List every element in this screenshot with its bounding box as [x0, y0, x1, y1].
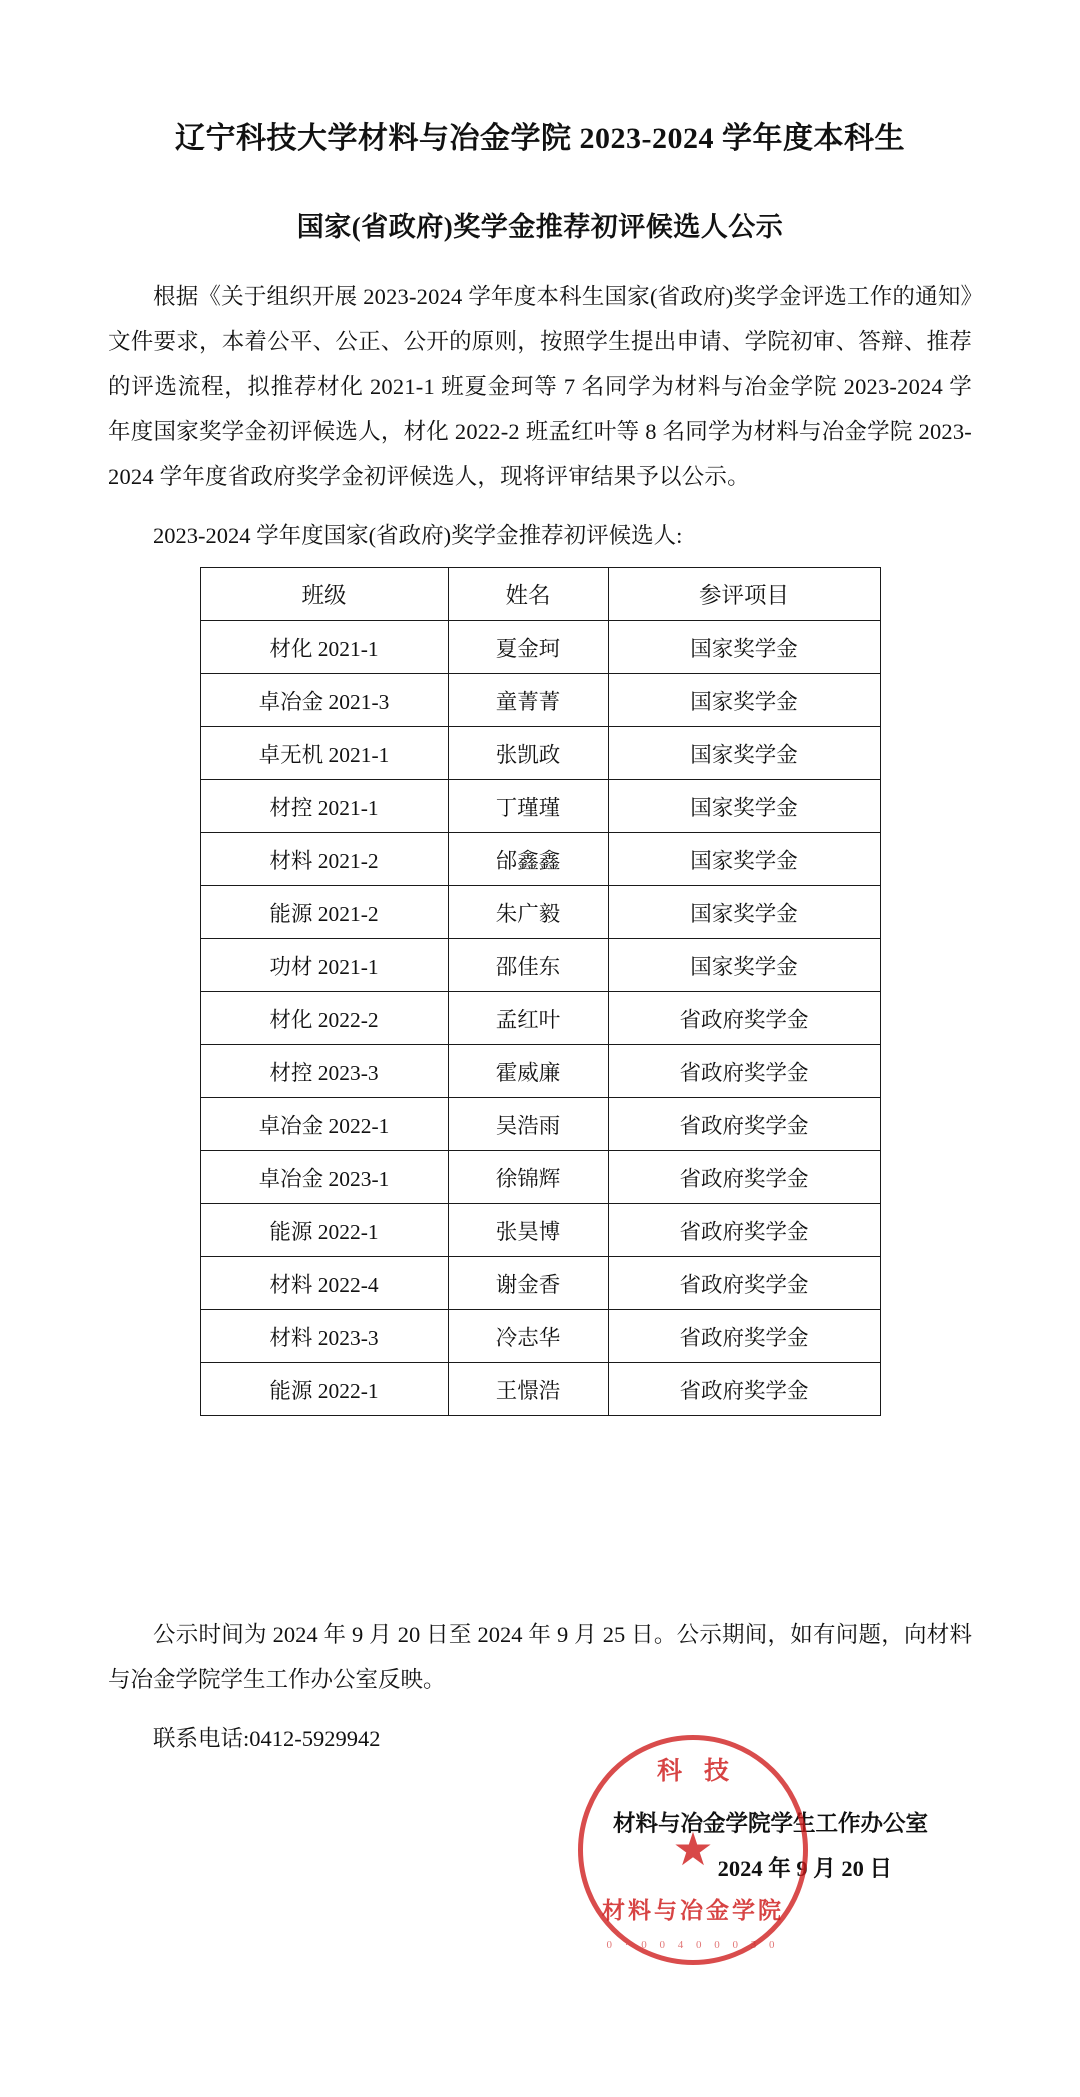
seal-bottom-text: 材料与冶金学院: [602, 1898, 784, 1924]
column-header-program: 参评项目: [608, 568, 880, 621]
table-row: [200, 1151, 880, 1204]
cell-class: 材控 2021-1: [200, 780, 448, 833]
cell-program: 国家奖学金: [608, 674, 880, 727]
table-row: [200, 1204, 880, 1257]
cell-program: 国家奖学金: [608, 780, 880, 833]
cell-program: 省政府奖学金: [608, 1363, 880, 1416]
signature-date: 2024 年 9 月 20 日: [717, 1856, 892, 1882]
cell-name: 邵佳东: [448, 939, 608, 992]
cell-class: 能源 2022-1: [200, 1204, 448, 1257]
signature-block: [108, 1758, 972, 1952]
table-row: [200, 1257, 880, 1310]
table-row: [200, 621, 880, 674]
seal-top-text: 科技: [656, 1758, 751, 1786]
table-row: [200, 780, 880, 833]
cell-class: 卓冶金 2023-1: [200, 1151, 448, 1204]
table-row: [200, 727, 880, 780]
cell-name: 张昊博: [448, 1204, 608, 1257]
cell-name: 邰鑫鑫: [448, 833, 608, 886]
seal-micro-text: 0 · 0 0 4 0 0 0 3 0: [606, 1939, 780, 1952]
cell-program: 省政府奖学金: [608, 1204, 880, 1257]
cell-class: 能源 2022-1: [200, 1363, 448, 1416]
cell-class: 功材 2021-1: [200, 939, 448, 992]
signature-office: 材料与冶金学院学生工作办公室: [612, 1811, 928, 1837]
cell-name: 朱广毅: [448, 886, 608, 939]
cell-class: 材控 2023-3: [200, 1045, 448, 1098]
page-title: 辽宁科技大学材料与冶金学院 2023-2024 学年度本科生: [175, 122, 905, 155]
cell-program: 国家奖学金: [608, 886, 880, 939]
page-subtitle: 国家(省政府)奖学金推荐初评候选人公示: [296, 212, 784, 242]
cell-name: 王憬浩: [448, 1363, 608, 1416]
cell-name: 谢金香: [448, 1257, 608, 1310]
cell-class: 卓冶金 2021-3: [200, 674, 448, 727]
cell-name: 张凯政: [448, 727, 608, 780]
table-caption: 2023-2024 学年度国家(省政府)奖学金推荐初评候选人:: [153, 522, 683, 548]
cell-class: 卓冶金 2022-1: [200, 1098, 448, 1151]
cell-name: 童菁菁: [448, 674, 608, 727]
cell-program: 省政府奖学金: [608, 992, 880, 1045]
table-row: [200, 992, 880, 1045]
table-row: [200, 1045, 880, 1098]
cell-name: 徐锦辉: [448, 1151, 608, 1204]
contact-phone: 联系电话:0412-5929942: [153, 1726, 381, 1752]
cell-program: 国家奖学金: [608, 833, 880, 886]
table-row: [200, 1098, 880, 1151]
table-row: [200, 1363, 880, 1416]
cell-name: 孟红叶: [448, 992, 608, 1045]
body-paragraph: 根据《关于组织开展 2023-2024 学年度本科生国家(省政府)奖学金评选工作的通知》文件要求，本着公平、公正、公开的原则，按照学生提出申请、学院初审、答辩、推荐的评选流程，拟推荐材化 2021-1 班夏金珂等 7 名同学为材料与冶金学院 2023-2024 学年度国家奖学金初评候选人，材化 2022-2 班孟红叶等 8 名同学为材料与冶金学院 2023-2024 学年度省政府奖学金初评候选人，现将评审结果予以公示。: [108, 283, 972, 489]
notice-paragraph: 公示时间为 2024 年 9 月 20 日至 2024 年 9 月 25 日。公示期间，如有问题，向材料与冶金学院学生工作办公室反映。: [108, 1622, 972, 1693]
table-row: [200, 833, 880, 886]
seal-star-icon: ★: [672, 1824, 714, 1876]
table-row: [200, 939, 880, 992]
footer-block: [108, 1612, 972, 1952]
cell-class: 能源 2021-2: [200, 886, 448, 939]
cell-program: 省政府奖学金: [608, 1098, 880, 1151]
cell-class: 材料 2023-3: [200, 1310, 448, 1363]
cell-name: 夏金珂: [448, 621, 608, 674]
candidate-table-wrapper: [108, 567, 972, 1416]
cell-program: 国家奖学金: [608, 621, 880, 674]
cell-name: 冷志华: [448, 1310, 608, 1363]
cell-program: 省政府奖学金: [608, 1151, 880, 1204]
cell-program: 国家奖学金: [608, 727, 880, 780]
cell-program: 国家奖学金: [608, 939, 880, 992]
cell-class: 材料 2022-4: [200, 1257, 448, 1310]
column-header-name: 姓名: [448, 568, 608, 621]
table-row: [200, 1310, 880, 1363]
cell-class: 卓无机 2021-1: [200, 727, 448, 780]
cell-program: 省政府奖学金: [608, 1045, 880, 1098]
table-row: [200, 674, 880, 727]
cell-name: 吴浩雨: [448, 1098, 608, 1151]
candidate-table: [200, 567, 881, 1416]
table-row: [200, 886, 880, 939]
cell-program: 省政府奖学金: [608, 1310, 880, 1363]
table-header-row: [200, 568, 880, 621]
cell-class: 材料 2021-2: [200, 833, 448, 886]
cell-name: 霍威廉: [448, 1045, 608, 1098]
column-header-class: 班级: [200, 568, 448, 621]
cell-class: 材化 2022-2: [200, 992, 448, 1045]
cell-class: 材化 2021-1: [200, 621, 448, 674]
cell-name: 丁瑾瑾: [448, 780, 608, 833]
cell-program: 省政府奖学金: [608, 1257, 880, 1310]
